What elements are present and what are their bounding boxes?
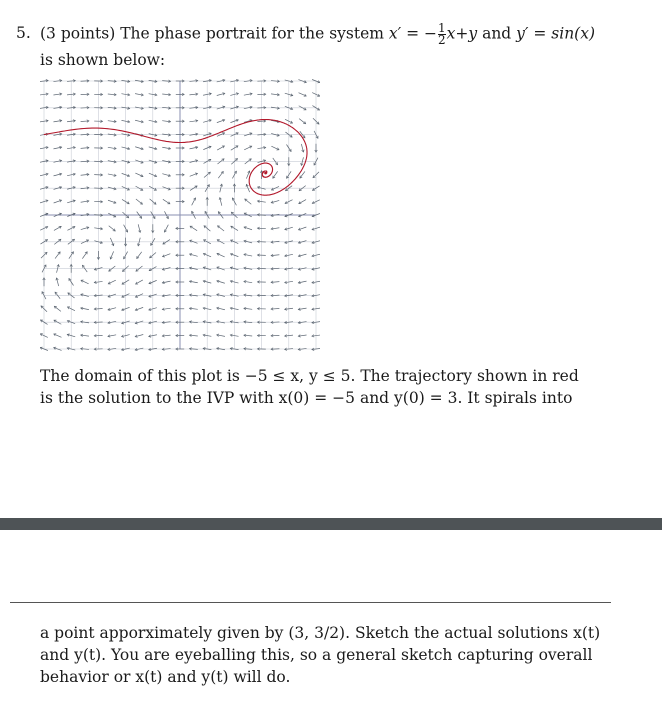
problem-statement-line2: is shown below:	[40, 51, 166, 69]
page-break-divider	[0, 518, 662, 530]
field-arrow	[94, 201, 102, 202]
field-arrow	[81, 121, 89, 122]
field-arrow	[109, 226, 116, 231]
problem-number: 5.	[16, 24, 31, 42]
field-arrow	[299, 119, 306, 124]
paragraph1-line1: The domain of this plot is −5 ≤ x, y ≤ 5. The trajectory shown in red	[40, 367, 579, 385]
field-arrow	[94, 309, 102, 310]
eq-frac-den: 2	[438, 33, 446, 47]
field-arrow	[218, 226, 225, 231]
field-arrow	[245, 199, 252, 204]
paragraph2-line3: behavior or x(t) and y(t) will do.	[40, 668, 291, 686]
field-arrow	[82, 252, 87, 259]
field-arrow	[218, 171, 223, 178]
field-arrow	[54, 306, 61, 311]
field-arrow	[137, 252, 142, 259]
phase-portrait	[40, 77, 320, 353]
eq-fraction	[438, 23, 446, 46]
problem-statement-line1	[40, 23, 595, 46]
red-trajectory	[44, 120, 307, 196]
field-arrow	[136, 199, 143, 204]
eq-and: and	[482, 24, 512, 43]
eq-y-prime: y′ = sin(x)	[516, 24, 596, 43]
field-arrow	[273, 171, 278, 178]
eq-x-rest: x+y	[446, 24, 478, 43]
problem-points: (3 points)	[40, 24, 116, 43]
eq-x-prime: x′ = −	[388, 24, 437, 43]
horizontal-rule	[10, 602, 611, 603]
field-arrow	[55, 252, 60, 259]
problem-intro: The phase portrait for the system	[120, 24, 384, 43]
field-arrow	[257, 228, 265, 229]
paragraph2-line1: a point apporximately given by (3, 3/2). Sketch the actual solutions x(t)	[40, 624, 601, 642]
field-arrow	[257, 121, 265, 122]
field-arrow	[271, 309, 279, 310]
page-bottom	[0, 530, 662, 708]
paragraph2-line2: and y(t). You are eyeballing this, so a general sketch capturing overall	[40, 646, 593, 664]
eq-frac-num: 1	[438, 21, 446, 35]
paragraph1-line2: is the solution to the IVP with x(0) = −5 and y(0) = 3. It spirals into	[40, 389, 573, 407]
